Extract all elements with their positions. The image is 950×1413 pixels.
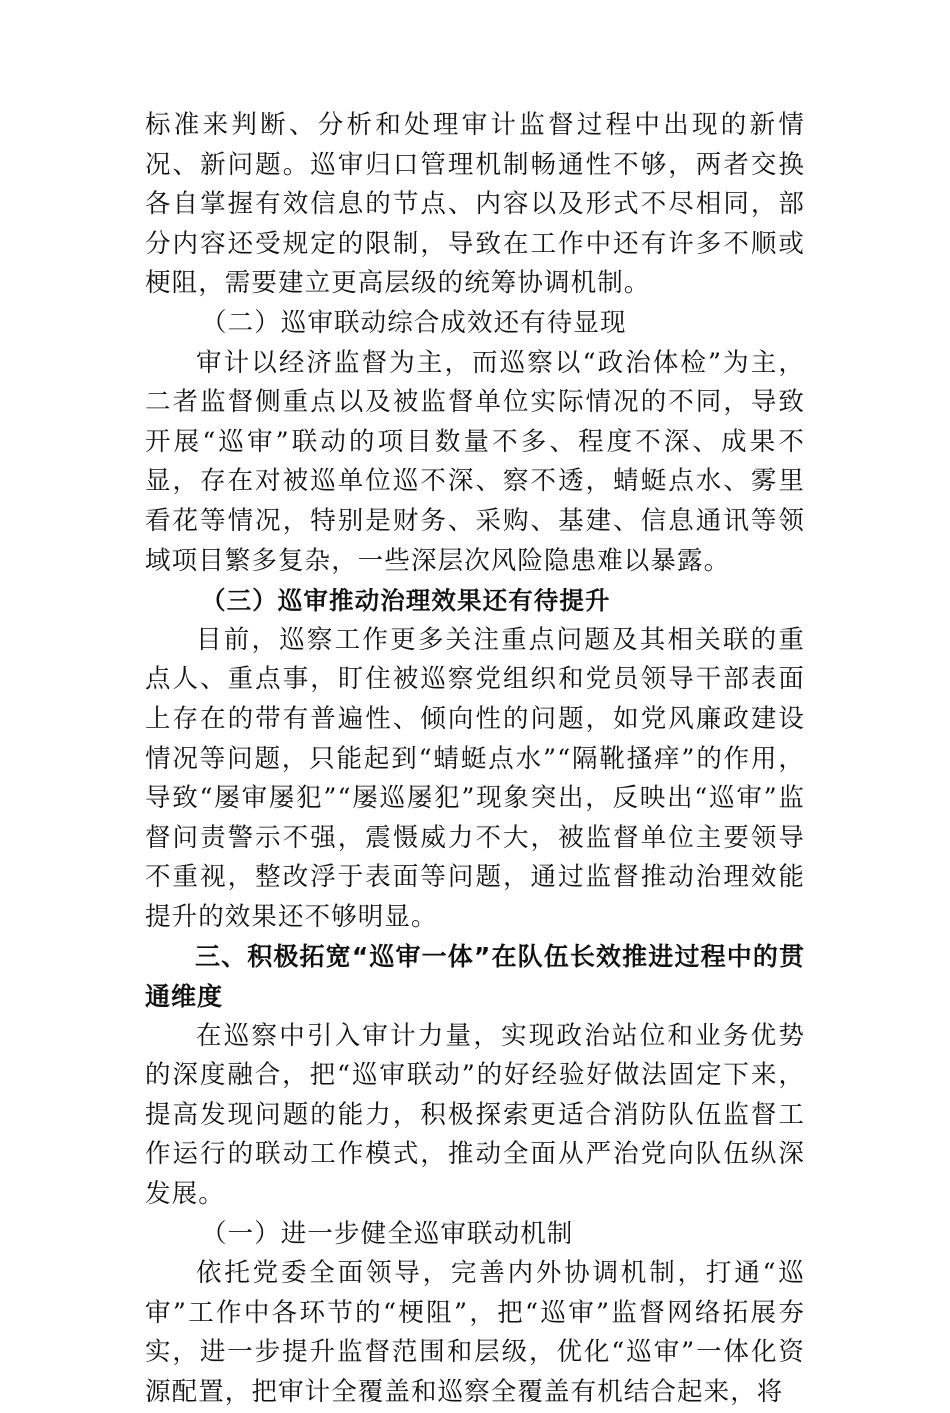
subheading-3: （三）巡审推动治理效果还有待提升 (201, 586, 611, 616)
document-body (145, 106, 805, 1413)
subheading-2: （二）巡审联动综合成效还有待显现 (201, 307, 627, 338)
paragraph-5: 依托党委全面领导，完善内外协调机制，打通“巡审”工作中各环节的“梗阻”，把“巡审”监督网络拓展夯实，进一步提升监督范围和层级，优化“巡审”一体化资源配置，把审计全覆盖和巡察全覆盖有机结合起来，将 (145, 1258, 805, 1407)
paragraph-4: 在巡察中引入审计力量，实现政治站位和业务优势的深度融合，把“巡审联动”的好经验好做法固定下来，提高发现问题的能力，积极探索更适合消防队伍监督工作运行的联动工作模式，推动全面从严治党向队伍纵深发展。 (145, 1020, 805, 1210)
paragraph-3: 目前，巡察工作更多关注重点问题及其相关联的重点人、重点事，盯住被巡察党组织和党员领导干部表面上存在的带有普遍性、倾向性的问题，如党风廉政建设情况等问题，只能起到“蜻蜓点水”“隔靴搔痒”的作用，导致“屡审屡犯”“屡巡屡犯”现象突出，反映出“巡审”监督问责警示不强，震慑威力不大，被监督单位主要领导不重视，整改浮于表面等问题，通过监督推动治理效能提升的效果还不够明显。 (145, 624, 805, 932)
paragraph-continued: 标准来判断、分析和处理审计监督过程中出现的新情况、新问题。巡审归口管理机制畅通性不够，两者交换各自掌握有效信息的节点、内容以及形式不尽相同，部分内容还受规定的限制，导致在工作中还有许多不顺或梗阻，需要建立更高层级的统筹协调机制。 (145, 110, 805, 299)
section-3-heading: 三、积极拓宽“巡审一体”在队伍长效推进过程中的贯通维度 (145, 942, 805, 1012)
paragraph-2: 审计以经济监督为主，而巡察以“政治体检”为主，二者监督侧重点以及被监督单位实际情况的不同，导致开展“巡审”联动的项目数量不多、程度不深、成果不显，存在对被巡单位巡不深、察不透，蜻蜓点水、雾里看花等情况，特别是财务、采购、基建、信息通讯等领域项目繁多复杂，一些深层次风险隐患难以暴露。 (145, 347, 805, 576)
subheading-4: （一）进一步健全巡审联动机制 (201, 1218, 574, 1249)
